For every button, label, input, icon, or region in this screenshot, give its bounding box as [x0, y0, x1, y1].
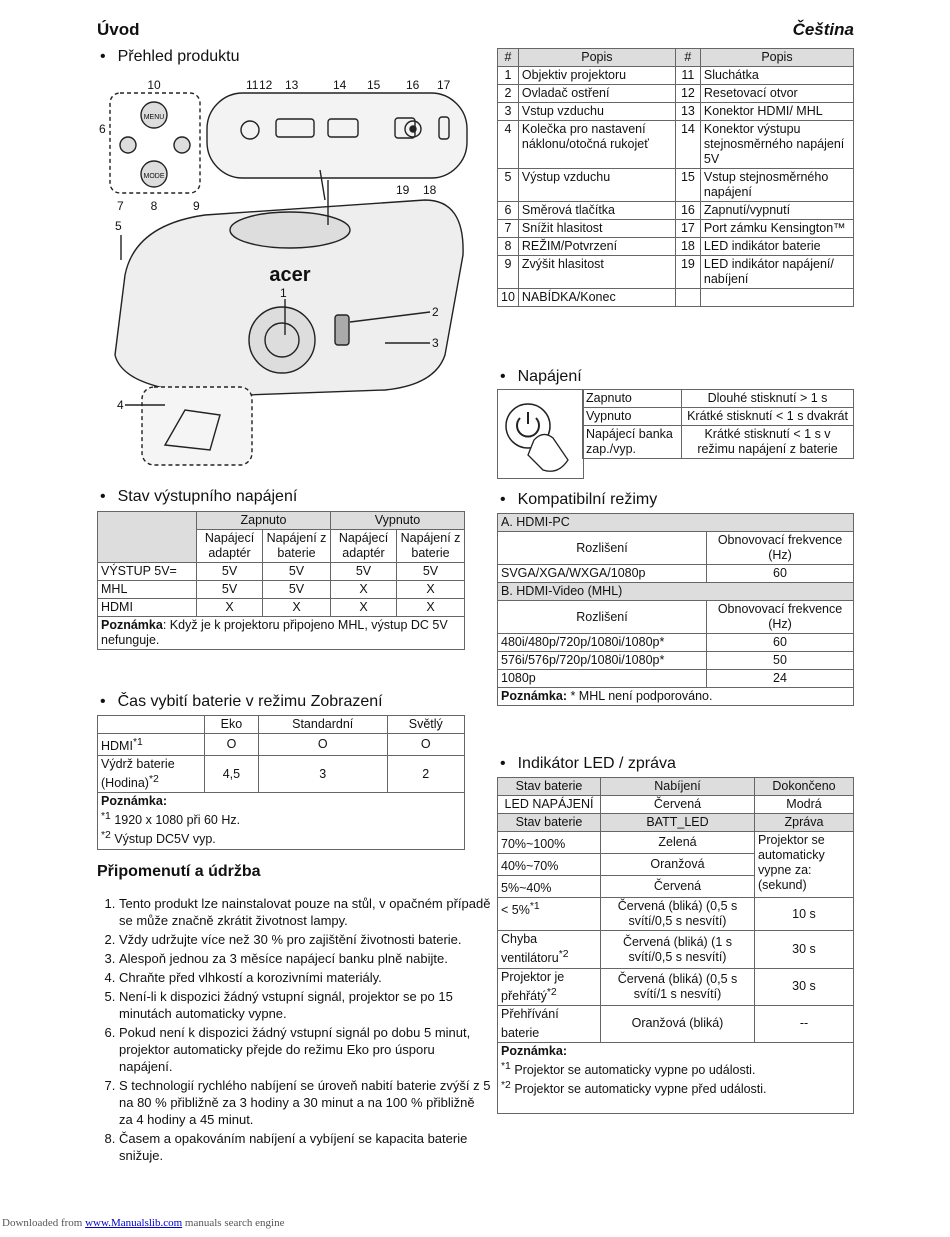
maintenance-item: 3. Alespoň jednou za 3 měsíce napájecí banku plně nabijte. [119, 950, 491, 967]
led-batt-value: Oranžová [601, 854, 755, 876]
output-value: 5V [197, 563, 263, 581]
led-row1 [498, 796, 854, 814]
led-state [498, 898, 601, 931]
led-row [498, 832, 854, 854]
parts-header-num2: # [675, 49, 700, 67]
led-state-text: < 5% [501, 903, 530, 918]
battery-note [98, 793, 465, 849]
maintenance-item: 2. Vždy udržujte více než 30 % pro zajištění životnosti baterie. [119, 931, 491, 948]
led-state-text: 70%~100% [501, 837, 566, 852]
output-value: X [263, 599, 331, 617]
led-note-1: Projektor se automaticky vypne po události. [510, 1063, 756, 1078]
output-group-on: Zapnuto [197, 512, 331, 530]
maintenance-heading: Připomenutí a údržba [97, 863, 261, 880]
led-row [498, 931, 854, 968]
part-number: 8 [498, 238, 519, 256]
led-head1-row [498, 778, 854, 796]
led-table [497, 777, 854, 1114]
output-corner-cell [98, 512, 197, 563]
page-title: Úvod [97, 20, 140, 39]
part-description: REŽIM/Potvrzení [518, 238, 675, 256]
battery-note-1: 1920 x 1080 při 60 Hz. [110, 813, 241, 828]
compat-header-b-row [498, 601, 854, 634]
compat-resolution: 576i/576p/720p/1080i/1080p* [498, 652, 707, 670]
maintenance-item: 5. Není-li k dispozici žádný vstupní signál, projektor se po 15 minutách automaticky vypne. [119, 988, 491, 1022]
battery-label [98, 734, 205, 756]
output-sub-2: Napájení z baterie [263, 530, 331, 563]
compat-resolution: 480i/480p/720p/1080i/1080p* [498, 634, 707, 652]
output-sub-4: Napájení z baterie [397, 530, 465, 563]
output-power-table [97, 511, 465, 650]
battery-header-row [98, 716, 465, 734]
led-row [498, 898, 854, 931]
part-number: 1 [498, 67, 519, 85]
maintenance-item: 4. Chraňte před vlhkostí a korozivními materiály. [119, 969, 491, 986]
output-value: X [197, 599, 263, 617]
led-note-2: Projektor se automaticky vypne před události. [510, 1082, 767, 1097]
battery-value: O [258, 734, 387, 756]
output-value: X [397, 581, 465, 599]
part-number: 18 [675, 238, 700, 256]
callout-9: 9 [193, 199, 200, 213]
led-message: 30 s [755, 931, 854, 968]
callout-3: 3 [432, 336, 439, 350]
parts-row [498, 85, 854, 103]
compat-resolution: 1080p [498, 670, 707, 688]
part-description: Výstup vzduchu [518, 169, 675, 202]
battery-note-2-mark: *2 [101, 830, 111, 842]
led-head1-state: Stav baterie [498, 778, 601, 796]
part-number: 14 [675, 121, 700, 169]
compat-header-hz-b: Obnovovací frekvence (Hz) [707, 601, 854, 634]
callout-19: 19 [396, 183, 410, 197]
part-description: Sluchátka [700, 67, 853, 85]
footer [2, 1217, 284, 1229]
part-number: 2 [498, 85, 519, 103]
battery-label-text: Výdrž baterie (Hodina) [101, 757, 175, 791]
led-state [498, 832, 601, 854]
part-description: Směrová tlačítka [518, 202, 675, 220]
led-state-text: Přehřívání baterie [501, 1006, 559, 1040]
led-batt-value: Červená (bliká) (0,5 s svítí/1 s nesvítí) [601, 968, 755, 1005]
led-state-text: Projektor je přehřátý [501, 969, 565, 1003]
output-note [98, 617, 465, 650]
output-row [98, 599, 465, 617]
led-state [498, 854, 601, 876]
compat-header-res-a: Rozlišení [498, 532, 707, 565]
led-state [498, 931, 601, 968]
mode-button-label: MODE [143, 173, 165, 180]
compat-refresh: 60 [707, 565, 854, 583]
output-value: 5V [263, 563, 331, 581]
part-number: 6 [498, 202, 519, 220]
part-number: 13 [675, 103, 700, 121]
output-note-text: : Když je k projektoru připojeno MHL, výstup DC 5V nefunguje. [101, 618, 448, 647]
battery-row [98, 756, 465, 793]
callout-6: 6 [99, 122, 106, 136]
part-description: Kolečka pro nastavení náklonu/otočná rukojeť [518, 121, 675, 169]
compat-refresh: 60 [707, 634, 854, 652]
callout-1: 1 [280, 286, 287, 300]
led-shutdown-message: Projektor se automaticky vypne za: (sekund) [755, 832, 854, 898]
callout-10: 10 [147, 78, 161, 92]
compat-resolution: SVGA/XGA/WXGA/1080p [498, 565, 707, 583]
callout-2: 2 [432, 305, 439, 319]
output-row [98, 563, 465, 581]
led-head2-state: Stav baterie [498, 814, 601, 832]
led-message: 10 s [755, 898, 854, 931]
part-description: Port zámku Kensington™ [700, 220, 853, 238]
output-sub-1: Napájecí adaptér [197, 530, 263, 563]
led-batt-value: Zelená [601, 832, 755, 854]
power-action: Napájecí banka zap./vyp. [583, 426, 682, 459]
led-batt-value: Červená [601, 876, 755, 898]
led-row [498, 1005, 854, 1042]
led-batt-value: Červená (bliká) (1 s svítí/0,5 s nesvítí) [601, 931, 755, 968]
part-number: 12 [675, 85, 700, 103]
led-note-label: Poznámka: [501, 1043, 567, 1058]
led-head1-charging: Nabíjení [601, 778, 755, 796]
power-description: Krátké stisknutí < 1 s v režimu napájení z baterie [682, 426, 854, 459]
parts-header-row [498, 49, 854, 67]
battery-row [98, 734, 465, 756]
led-head1-done: Dokončeno [755, 778, 854, 796]
led-head2-row [498, 814, 854, 832]
callout-11: 11 [246, 78, 259, 92]
callout-13: 13 [285, 78, 299, 92]
power-button-illustration [497, 389, 584, 479]
output-group-row [98, 512, 465, 530]
callout-17: 17 [437, 78, 451, 92]
battery-header-bright: Světlý [387, 716, 464, 734]
part-number: 3 [498, 103, 519, 121]
output-sub-3: Napájecí adaptér [330, 530, 396, 563]
battery-note-1-mark: *1 [101, 811, 111, 823]
led-state [498, 968, 601, 1005]
callout-8: 8 [150, 199, 158, 213]
compat-row [498, 670, 854, 688]
parts-header-desc: Popis [518, 49, 675, 67]
power-heading: • Napájení [500, 368, 582, 386]
battery-note-2: Výstup DC5V vyp. [110, 832, 216, 847]
parts-row [498, 238, 854, 256]
compat-section-a: A. HDMI-PC [498, 514, 854, 532]
parts-row [498, 103, 854, 121]
led-state [498, 876, 601, 898]
part-description: Objektiv projektoru [518, 67, 675, 85]
part-description: Zapnutí/vypnutí [700, 202, 853, 220]
battery-value: 3 [258, 756, 387, 793]
compat-header-hz-a: Obnovovací frekvence (Hz) [707, 532, 854, 565]
compat-refresh: 24 [707, 670, 854, 688]
compat-row [498, 652, 854, 670]
led-row1-done: Modrá [755, 796, 854, 814]
part-number: 10 [498, 289, 519, 307]
led-state-text: 5%~40% [501, 881, 552, 896]
led-head2-batt: BATT_LED [601, 814, 755, 832]
part-number: 7 [498, 220, 519, 238]
power-description: Krátké stisknutí < 1 s dvakrát [682, 408, 854, 426]
part-number: 11 [675, 67, 700, 85]
brand-logo: acer [269, 264, 311, 286]
led-footnote-mark: *1 [529, 901, 540, 913]
callout-12: 12 [259, 78, 273, 92]
part-number: 19 [675, 256, 700, 289]
footer-suffix: manuals search engine [182, 1217, 285, 1229]
led-batt-value: Červená (bliká) (0,5 s svítí/0,5 s nesvítí) [601, 898, 755, 931]
led-note-1-mark: *1 [501, 1060, 511, 1072]
led-head2-msg: Zpráva [755, 814, 854, 832]
compat-note [498, 688, 854, 706]
part-description: Konektor výstupu stejnosměrného napájení 5V [700, 121, 853, 169]
output-label: HDMI [98, 599, 197, 617]
compat-heading: • Kompatibilní režimy [500, 491, 657, 509]
callout-7: 7 [117, 199, 124, 213]
projector-illustration [95, 75, 475, 470]
output-note-label: Poznámka [101, 618, 163, 632]
compat-section-a-row [498, 514, 854, 532]
parts-row [498, 220, 854, 238]
power-row [583, 426, 854, 459]
compat-table [497, 513, 854, 706]
maintenance-item: 6. Pokud není k dispozici žádný vstupní signál po dobu 5 minut, projektor automaticky přejde do režimu Eko pro úsporu napájení. [119, 1024, 491, 1075]
menu-button-label: MENU [143, 114, 165, 121]
output-note-row [98, 617, 465, 650]
compat-row [498, 565, 854, 583]
battery-header-standard: Standardní [258, 716, 387, 734]
compat-row [498, 634, 854, 652]
part-description [700, 289, 853, 307]
output-value: X [330, 581, 396, 599]
output-row [98, 581, 465, 599]
maintenance-item: 8. Časem a opakováním nabíjení a vybíjení se kapacita baterie snižuje. [119, 1130, 491, 1164]
overview-heading: • Přehled produktu [100, 48, 239, 66]
led-state-text: 40%~70% [501, 859, 559, 874]
led-note [498, 1042, 854, 1113]
battery-time-table [97, 715, 465, 850]
battery-value: O [205, 734, 259, 756]
part-number: 17 [675, 220, 700, 238]
output-label: VÝSTUP 5V= [98, 563, 197, 581]
part-number [675, 289, 700, 307]
parts-row [498, 67, 854, 85]
led-footnote-mark: *2 [558, 949, 569, 961]
part-description: LED indikátor napájení/ nabíjení [700, 256, 853, 289]
led-heading: • Indikátor LED / zpráva [500, 755, 676, 773]
part-description: LED indikátor baterie [700, 238, 853, 256]
power-row [583, 390, 854, 408]
parts-header-num: # [498, 49, 519, 67]
language-label: Čeština [792, 20, 854, 39]
maintenance-item: 1. Tento produkt lze nainstalovat pouze na stůl, v opačném případě se může značně zkrátit životnost lampy. [119, 895, 491, 929]
footer-link[interactable]: www.Manualslib.com [85, 1217, 183, 1229]
footer-prefix: Downloaded from [2, 1217, 86, 1229]
compat-header-res-b: Rozlišení [498, 601, 707, 634]
battery-value: 2 [387, 756, 464, 793]
compat-section-b: B. HDMI-Video (MHL) [498, 583, 854, 601]
parts-header-desc2: Popis [700, 49, 853, 67]
battery-label [98, 756, 205, 793]
compat-note-row [498, 688, 854, 706]
power-table [582, 389, 854, 459]
compat-section-b-row [498, 583, 854, 601]
led-note-row [498, 1042, 854, 1113]
part-number: 15 [675, 169, 700, 202]
led-batt-value: Oranžová (bliká) [601, 1005, 755, 1042]
compat-header-a-row [498, 532, 854, 565]
part-description: Snížit hlasitost [518, 220, 675, 238]
output-value: 5V [397, 563, 465, 581]
callout-5: 5 [115, 219, 122, 233]
battery-label-text: HDMI [101, 739, 133, 754]
led-note-2-mark: *2 [501, 1080, 511, 1092]
output-group-off: Vypnuto [330, 512, 464, 530]
part-description: Resetovací otvor [700, 85, 853, 103]
callout-16: 16 [406, 78, 420, 92]
parts-row [498, 202, 854, 220]
parts-row [498, 169, 854, 202]
output-power-heading: • Stav výstupního napájení [100, 488, 297, 506]
battery-value: 4,5 [205, 756, 259, 793]
power-icon [498, 390, 583, 478]
battery-value: O [387, 734, 464, 756]
output-value: 5V [263, 581, 331, 599]
compat-note-text: * MHL není podporováno. [567, 689, 713, 703]
led-state-text: Chyba ventilátoru [501, 932, 559, 966]
output-value: 5V [197, 581, 263, 599]
parts-row [498, 256, 854, 289]
led-row1-charging: Červená [601, 796, 755, 814]
maintenance-list [97, 895, 491, 1166]
power-action: Zapnuto [583, 390, 682, 408]
power-row [583, 408, 854, 426]
part-description: Vstup stejnosměrného napájení [700, 169, 853, 202]
battery-time-heading: • Čas vybití baterie v režimu Zobrazení [100, 693, 383, 711]
compat-note-label: Poznámka: [501, 689, 567, 703]
led-row [498, 968, 854, 1005]
callout-4: 4 [117, 398, 124, 412]
part-description: Konektor HDMI/ MHL [700, 103, 853, 121]
parts-row [498, 289, 854, 307]
power-description: Dlouhé stisknutí > 1 s [682, 390, 854, 408]
output-value: 5V [330, 563, 396, 581]
battery-header-corner [98, 716, 205, 734]
callout-18: 18 [423, 183, 437, 197]
led-row1-label: LED NAPÁJENÍ [498, 796, 601, 814]
part-description: Zvýšit hlasitost [518, 256, 675, 289]
battery-note-row [98, 793, 465, 849]
led-message: -- [755, 1005, 854, 1042]
battery-note-label: Poznámka: [101, 794, 167, 809]
battery-header-eco: Eko [205, 716, 259, 734]
part-description: Ovladač ostření [518, 85, 675, 103]
output-value: X [397, 599, 465, 617]
led-footnote-mark: *2 [546, 986, 557, 998]
part-number: 5 [498, 169, 519, 202]
maintenance-item: 7. S technologií rychlého nabíjení se úroveň nabití baterie zvýší z 5 na 80 % přibližně za 3 hodiny a 30 minut a na 100 % přibližně za 4 hodiny a 45 minut. [119, 1077, 491, 1128]
compat-refresh: 50 [707, 652, 854, 670]
parts-table [497, 48, 854, 307]
part-number: 4 [498, 121, 519, 169]
part-description: NABÍDKA/Konec [518, 289, 675, 307]
callout-14: 14 [333, 78, 347, 92]
part-number: 9 [498, 256, 519, 289]
battery-footnote-mark: *2 [148, 774, 159, 786]
part-description: Vstup vzduchu [518, 103, 675, 121]
led-message: 30 s [755, 968, 854, 1005]
parts-row [498, 121, 854, 169]
battery-footnote-mark: *1 [132, 737, 143, 748]
led-state [498, 1005, 601, 1042]
callout-15: 15 [367, 78, 381, 92]
part-number: 16 [675, 202, 700, 220]
output-label: MHL [98, 581, 197, 599]
output-value: X [330, 599, 396, 617]
power-action: Vypnuto [583, 408, 682, 426]
